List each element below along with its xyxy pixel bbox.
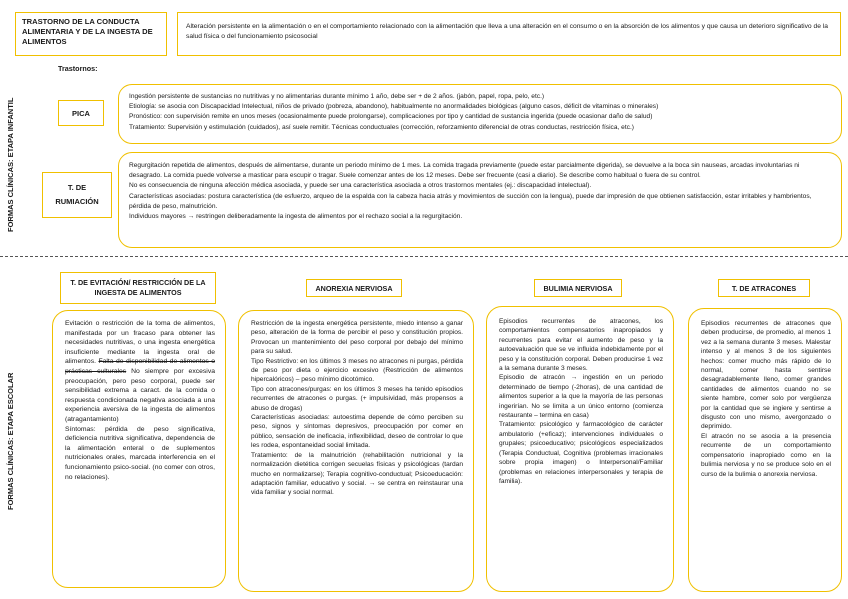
pica-label-box bbox=[58, 100, 104, 126]
evitacion-strike-text: Falta de disponibilidad de alimentos o prácticas culturales bbox=[65, 358, 216, 375]
evitacion-box bbox=[52, 310, 226, 588]
evitacion-title-box bbox=[60, 272, 216, 304]
atracones-box bbox=[688, 308, 842, 592]
rumiacion-line: No es consecuencia de ninguna afección médica asociada, y puede ser una característica asociada a otros trastornos mentales (ej.: discapacidad intelectual). bbox=[129, 182, 592, 190]
pica-label: PICA bbox=[72, 108, 90, 118]
rumiacion-line: Individuos mayores → restringen deliberadamente la ingesta de alimentos por el rechazo social a la regurgitación. bbox=[129, 213, 463, 221]
bulimia-paragraph: Episodios recurrentes de atracones, los comportamientos compensatorios inapropiados y recurrentes para evitar el aumento de peso y la autoevaluación que se ve influida indebidamente por el peso y la constitución corporal. Deben producirse 1 vez a la semana durante 3 meses. bbox=[499, 318, 663, 373]
rumiacion-label-box bbox=[42, 172, 112, 218]
rumiacion-box bbox=[118, 152, 842, 248]
anorexia-box bbox=[238, 310, 474, 592]
atracones-title-box bbox=[718, 279, 810, 297]
pica-line: Etiología: se asocia con Discapacidad Intelectual, niños de privado (pobreza, abandono), habitualmente no anormalidades biológicas (alguno casos, déficit de vitaminas o minerales) bbox=[129, 103, 659, 111]
pica-line: Tratamiento: Supervisión y estimulación (cuidados), así suele remitir. Técnicas conductuales (corrección, reforzamiento diferencial de otras conductas, restricción física, etc.) bbox=[129, 123, 635, 131]
pica-line: Ingestión persistente de sustancias no nutritivas y no alimentarias durante mínimo 1 año, debe ser + de 2 años. (jabón, papel, ropa, pelo, etc.) bbox=[129, 93, 545, 100]
section-divider bbox=[0, 256, 848, 257]
anorexia-text bbox=[251, 319, 463, 498]
rumiacion-line: Regurgitación repetida de alimentos, después de alimentarse, durante un periodo mínimo de 1 mes. La comida tragada previamente (puede estar parcialmente digerida), se devuelve a la boca sin nauseas, arcadas involuntarias ni desagrado. La comida puede volverse a masticar para escupir o tragar. Suele comenzar antes de los 12 meses. Debe ser frecuente (casi a diario). Se describe como habitual o fuera de su control. bbox=[129, 162, 800, 180]
main-title-box bbox=[15, 12, 167, 56]
evitacion-sintomas: Síntomas: pérdida de peso significativa, deficiencia nutritiva significativa, dependencia de la alimentación enteral o de suplementos nutricionales orales, marcada interferencia en el funcionamiento psico-social. (no comer con otros, no relaciones). bbox=[65, 425, 215, 481]
evitacion-text-1: Evitación o restricción de la toma de alimentos, manifestada por un fracaso para obtener las necesidades nutritivas, o una ingesta energética insuficiente mediante la ingesta oral de alimentos. bbox=[65, 320, 215, 366]
rumiacion-text bbox=[129, 161, 831, 222]
anorexia-paragraph: Tratamiento: de la malnutrición (rehabilitación nutricional y la normalización dietética corrigen secuelas físicas y psicológicas (tardan mucho en normalizarse); Terapia cognitivo-conductual; Psicoeducación: adaptación familiar, educativo y social. → se centra en reinstaurar una vida familiar y social normal. bbox=[251, 451, 463, 497]
evitacion-text-2: No siempre por excesiva preocupación, pero peso corporal, puede ser sensibilidad extrema a caract. de la comida o respuesta condicionada negativa asociada a una experiencia aversiva de la ingesta de alimentos (atragantamiento) bbox=[65, 367, 215, 423]
atracones-text bbox=[701, 319, 831, 479]
rumiacion-label-line2: RUMIACIÓN bbox=[55, 197, 99, 206]
rumiacion-line: Características asociadas: postura característica (de esfuerzo, arqueo de la espalda con la cabeza hacia atrás y movimientos de succión con la lengua), puede dar impresión de que obtienen satisfacción, estar irritables y hambrientos, pérdida de peso, malnutrición. bbox=[129, 192, 812, 210]
bulimia-paragraph: Tratamiento: psicológico y farmacológico de carácter ambulatorio (+eficaz); intervenciones individuales o grupales; psicoeducativo; psicológicos especializados (Terapia Conductual, Cognitiva (problemas irracionales sobre propia imagen) o Interpersonal/Familiar (problemas en relaciones interpersonales y terapia de familia). bbox=[499, 421, 663, 485]
evitacion-text bbox=[65, 319, 215, 482]
bulimia-title-box bbox=[534, 279, 622, 297]
anorexia-title-box bbox=[306, 279, 402, 297]
bulimia-paragraph: Episodio de atracón → ingestión en un periodo determinado de tiempo (-2horas), de una cantidad de alimentos superior a la que la mayoría de las personas ingerirían. No se limita a un único entorno (comienza restaurante – termina en casa) bbox=[499, 374, 663, 420]
bulimia-box bbox=[486, 306, 674, 592]
escolar-vertical-label: FORMAS CLÍNICAS: ETAPA ESCOLAR bbox=[6, 372, 15, 510]
anorexia-title: ANOREXIA NERVIOSA bbox=[315, 283, 393, 293]
anorexia-paragraph: Características asociadas: autoestima depende de cómo perciben su peso, signos y síntomas depresivos, preocupación por comer en público, sensación de ineficacia, inflexibilidad, deseo de controlar lo que les rodea, espontaneidad social limitada. bbox=[251, 414, 463, 450]
main-title: TRASTORNO DE LA CONDUCTA ALIMENTARIA Y DE LA INGESTA DE ALIMENTOS bbox=[22, 17, 153, 46]
rumiacion-label-line1: T. DE bbox=[67, 183, 87, 192]
pica-box bbox=[118, 84, 842, 144]
bulimia-title: BULIMIA NERVIOSA bbox=[543, 283, 613, 293]
pica-line: Pronóstico: con supervisión remite en unos meses (ocasionalmente puede prolongarse), complicaciones por tipo y cantidad de sustancia ingerida (puede ocasionar daño de salud) bbox=[129, 113, 653, 121]
definition-box bbox=[177, 12, 841, 56]
bulimia-text bbox=[499, 317, 663, 486]
evitacion-title: T. DE EVITACIÓN/ RESTRICCIÓN DE LA INGESTA DE ALIMENTOS bbox=[70, 278, 206, 297]
anorexia-paragraph: Tipo con atracones/purgas: en los últimos 3 meses ha tenido episodios recurrentes de atracones o purgas. (+ impulsividad, más propensos a abuso de drogas) bbox=[251, 385, 463, 412]
pica-text bbox=[129, 92, 831, 133]
atracones-paragraph: Episodios recurrentes de atracones que deben producirse, de promedio, al menos 1 vez a la semana durante 3 meses. Malestar intenso y al menos 3 de los siguientes hechos: comer mucho más rápido de lo normal, comer hasta sentirse desagradablemente lleno, comer grandes cantidades de alimentos cuando no se siente hambre, comer solo por vergüenza por la cantidad que se ingiere y sentirse a disgusto con uno mismo, avergonzado o deprimido. bbox=[701, 320, 831, 431]
anorexia-paragraph: Restricción de la ingesta energética persistente, miedo intenso a ganar peso, alteración de la forma de percibir el peso y constitución propios. Provocan un mantenimiento del peso corporal por debajo del mínimo para su salud. bbox=[251, 320, 463, 356]
anorexia-paragraph: Tipo Restrictivo: en los últimos 3 meses no atracones ni purgas, pérdida de peso por dieta o ejercicio excesivo (Restricción de alimentos hipercalóricos) – peso mínimo dicotómico. bbox=[251, 357, 463, 384]
definition-text: Alteración persistente en la alimentación o en el comportamiento relacionado con la alimentación que lleva a una alteración en el consumo o en la absorción de los alimentos y que causa un deterioro significativo de la salud física o del funcionamiento psicosocial bbox=[186, 23, 829, 40]
infantil-vertical-label: FORMAS CLÍNICAS: ETAPA INFANTIL bbox=[6, 97, 15, 232]
atracones-title: T. DE ATRACONES bbox=[731, 283, 797, 293]
atracones-paragraph: El atracón no se asocia a la presencia recurrente de un comportamiento compensatorio inapropiado como en la bulimia nerviosa y no se produce solo en el curso de la bulimia o anorexia nerviosa. bbox=[701, 432, 831, 478]
trastornos-label: Trastornos: bbox=[58, 64, 98, 73]
